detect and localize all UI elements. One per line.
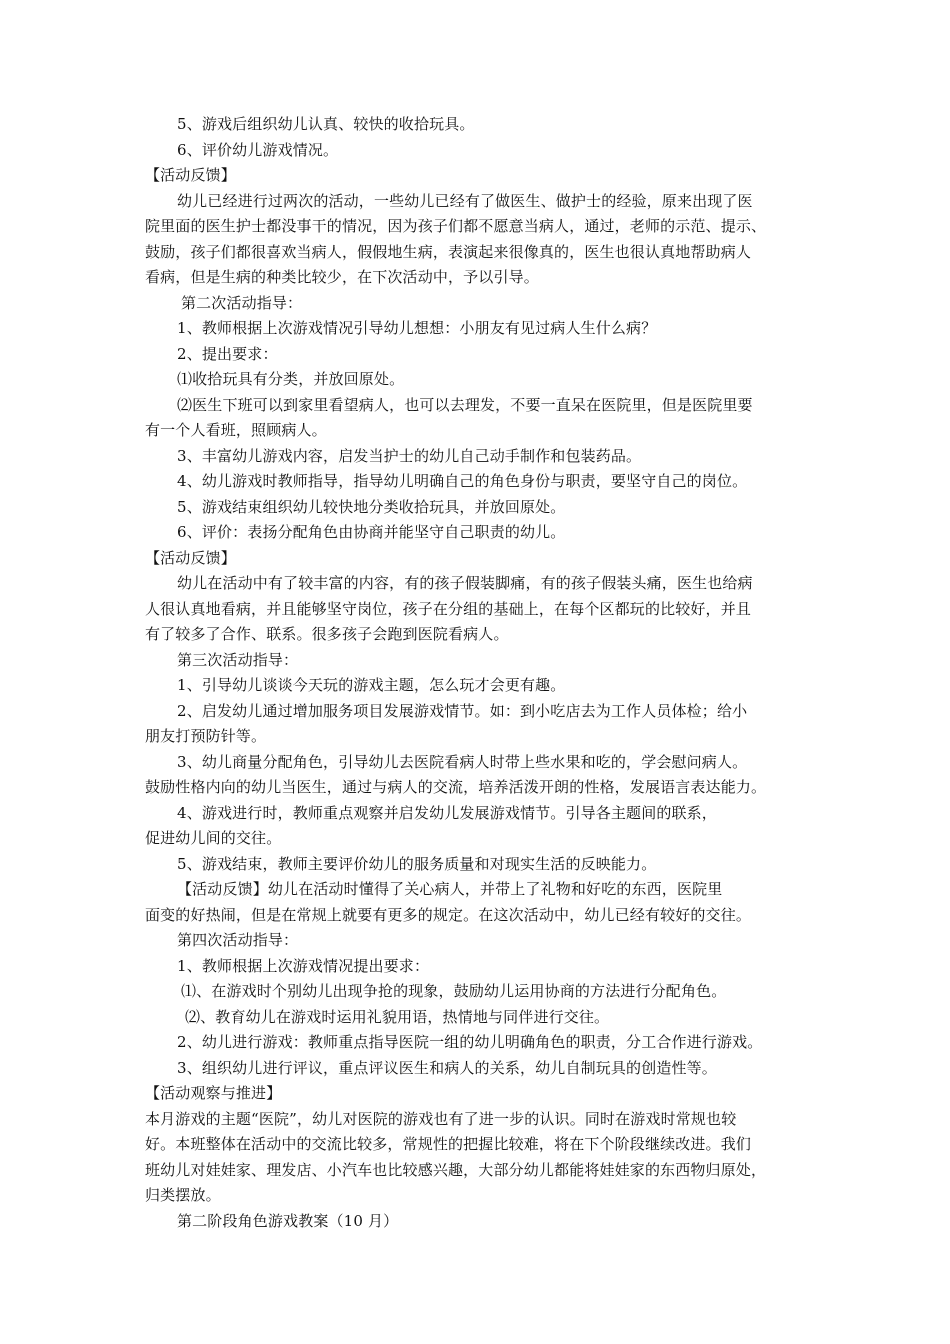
text-line: 鼓励，孩子们都很喜欢当病人，假假地生病，表演起来很像真的，医生也很认真地帮助病人 bbox=[145, 242, 752, 261]
text-line: 院里面的医生护士都没事干的情况，因为孩子们都不愿意当病人，通过，老师的示范、提示、 bbox=[145, 217, 767, 235]
text-line: 2、启发幼儿通过增加服务项目发展游戏情节。如：到小吃店去为工作人员体检；给小 bbox=[177, 701, 748, 720]
text-line: ⑵医生下班可以到家里看望病人，也可以去理发，不要一直呆在医院里，但是医院里要 bbox=[177, 395, 753, 414]
subsection-heading: 第二阶段角色游戏教案（10 月） bbox=[177, 1211, 399, 1230]
text-line: 1、引导幼儿谈谈今天玩的游戏主题，怎么玩才会更有趣。 bbox=[177, 676, 566, 694]
text-line: ⑴收拾玩具有分类，并放回原处。 bbox=[177, 370, 405, 388]
text-line: 1、教师根据上次游戏情况提出要求： bbox=[177, 956, 430, 975]
text-line: 1、教师根据上次游戏情况引导幼儿想想：小朋友有见过病人生什么病？ bbox=[177, 319, 657, 337]
text-line: 4、游戏进行时，教师重点观察并启发幼儿发展游戏情节。引导各主题间的联系， bbox=[177, 803, 717, 822]
text-line: 4、幼儿游戏时教师指导，指导幼儿明确自己的角色身份与职责，要坚守自己的岗位。 bbox=[177, 472, 748, 490]
text-line: 本月游戏的主题“医院”，幼儿对医院的游戏也有了进一步的认识。同时在游戏时常规也较 bbox=[145, 1109, 737, 1128]
text-line: 2、幼儿进行游戏：教师重点指导医院一组的幼儿明确角色的职责，分工合作进行游戏。 bbox=[177, 1033, 763, 1051]
document-body bbox=[145, 112, 810, 1234]
text-line: 幼儿已经进行过两次的活动，一些幼儿已经有了做医生、做护士的经验，原来出现了医 bbox=[177, 191, 753, 210]
subsection-heading: 第二次活动指导： bbox=[181, 293, 303, 312]
text-line: 3、幼儿商量分配角色，引导幼儿去医院看病人时带上些水果和吃的，学会慰问病人。 bbox=[177, 752, 748, 771]
text-line: 6、评价：表扬分配角色由协商并能坚守自己职责的幼儿。 bbox=[177, 523, 566, 541]
text-line: 归类摆放。 bbox=[145, 1186, 221, 1204]
text-line: 5、游戏结束，教师主要评价幼儿的服务质量和对现实生活的反映能力。 bbox=[177, 854, 657, 873]
text-line: 3、丰富幼儿游戏内容，启发当护士的幼儿自己动手制作和包装药品。 bbox=[177, 446, 642, 465]
text-line: 6、评价幼儿游戏情况。 bbox=[177, 140, 339, 159]
text-line: 看病，但是生病的种类比较少，在下次活动中，予以引导。 bbox=[145, 268, 539, 286]
text-line: 面变的好热闹，但是在常规上就要有更多的规定。在这次活动中，幼儿已经有较好的交往。 bbox=[145, 905, 752, 924]
section-heading: 【活动观察与推进】 bbox=[145, 1084, 282, 1102]
text-line: 有一个人看班，照顾病人。 bbox=[145, 421, 327, 439]
text-line: 幼儿在活动中有了较丰富的内容，有的孩子假装脚痛，有的孩子假装头痛，医生也给病 bbox=[177, 574, 753, 592]
text-line: 人很认真地看病，并且能够坚守岗位，孩子在分组的基础上，在每个区都玩的比较好，并且 bbox=[145, 599, 752, 618]
text-line: 鼓励性格内向的幼儿当医生，通过与病人的交流，培养活泼开朗的性格，发展语言表达能力。 bbox=[145, 778, 767, 796]
text-line: 促进幼儿间的交往。 bbox=[145, 829, 282, 847]
subsection-heading: 第三次活动指导： bbox=[177, 650, 299, 669]
text-line: 5、游戏结束组织幼儿较快地分类收拾玩具，并放回原处。 bbox=[177, 497, 566, 516]
subsection-heading: 第四次活动指导： bbox=[177, 931, 299, 949]
text-line: ⑴、在游戏时个别幼儿出现争抢的现象，鼓励幼儿运用协商的方法进行分配角色。 bbox=[181, 982, 727, 1000]
text-line: 5、游戏后组织幼儿认真、较快的收拾玩具。 bbox=[177, 115, 475, 133]
text-line: ⑵、教育幼儿在游戏时运用礼貌用语，热情地与同伴进行交往。 bbox=[185, 1007, 610, 1026]
section-heading: 【活动反馈】 bbox=[145, 166, 236, 184]
text-line: 好。本班整体在活动中的交流比较多，常规性的把握比较难，将在下个阶段继续改进。我们 bbox=[145, 1135, 752, 1153]
text-line: 2、提出要求： bbox=[177, 344, 278, 363]
text-line: 朋友打预防针等。 bbox=[145, 727, 267, 745]
text-line: 班幼儿对娃娃家、理发店、小汽车也比较感兴趣，大部分幼儿都能将娃娃家的东西物归原处， bbox=[145, 1160, 767, 1179]
text-line: 有了较多了合作、联系。很多孩子会跑到医院看病人。 bbox=[145, 625, 509, 643]
section-heading: 【活动反馈】 bbox=[145, 548, 236, 567]
text-line: 【活动反馈】幼儿在活动时懂得了关心病人，并带上了礼物和好吃的东西，医院里 bbox=[177, 880, 723, 898]
text-line: 3、组织幼儿进行评议，重点评议医生和病人的关系，幼儿自制玩具的创造性等。 bbox=[177, 1058, 717, 1077]
